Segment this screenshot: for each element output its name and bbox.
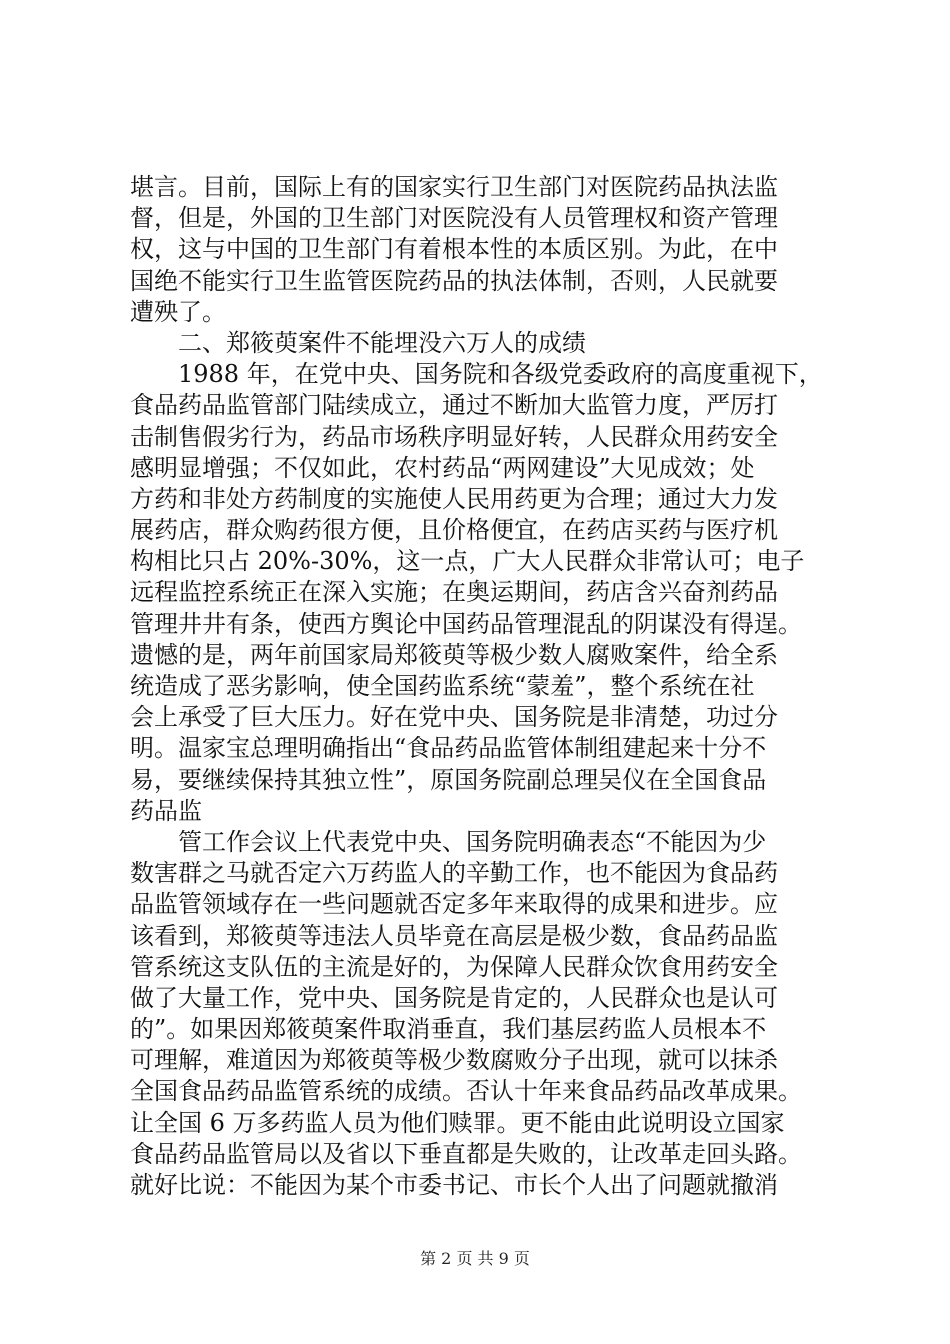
text-line: 会上承受了巨大压力。好在党中央、国务院是非清楚，功过分 <box>130 703 778 732</box>
text-line: 可理解，难道因为郑筱萸等极少数腐败分子出现，就可以抹杀 <box>130 1046 778 1075</box>
text-line: 品监管领域存在一些问题就否定多年来取得的成果和进步。应 <box>130 890 778 919</box>
text-line: 让全国 6 万多药监人员为他们赎罪。更不能由此说明设立国家 <box>130 1108 785 1137</box>
text-line: 感明显增强；不仅如此，农村药品“两网建设”大见成效；处 <box>130 453 755 482</box>
text-line: 击制售假劣行为，药品市场秩序明显好转，人民群众用药安全 <box>130 422 778 451</box>
text-line: 遭殃了。 <box>130 297 226 326</box>
text-line: 管理井井有条，使西方舆论中国药品管理混乱的阴谋没有得逞。 <box>130 609 802 638</box>
text-line: 权，这与中国的卫生部门有着根本性的本质区别。为此，在中 <box>130 235 778 264</box>
text-line: 管工作会议上代表党中央、国务院明确表态“不能因为少 <box>178 827 767 856</box>
text-line: 1988 年，在党中央、国务院和各级党委政府的高度重视下， <box>178 360 823 389</box>
page-footer: 第 2 页 共 9 页 <box>420 1249 530 1268</box>
text-line: 易，要继续保持其独立性”，原国务院副总理吴仪在全国食品 <box>130 765 767 794</box>
text-line: 做了大量工作，党中央、国务院是肯定的，人民群众也是认可 <box>130 983 778 1012</box>
text-line: 遗憾的是，两年前国家局郑筱萸等极少数人腐败案件，给全系 <box>130 640 778 669</box>
text-line: 全国食品药品监管系统的成绩。否认十年来食品药品改革成果。 <box>130 1077 802 1106</box>
text-line: 展药店，群众购药很方便，且价格便宜，在药店买药与医疗机 <box>130 516 778 545</box>
text-line: 构相比只占 20%-30%，这一点，广大人民群众非常认可；电子 <box>130 547 805 576</box>
text-line: 明。温家宝总理明确指出“食品药品监管体制组建起来十分不 <box>130 734 767 763</box>
text-line: 国绝不能实行卫生监管医院药品的执法体制，否则，人民就要 <box>130 266 778 295</box>
text-line: 方药和非处方药制度的实施使人民用药更为合理；通过大力发 <box>130 484 778 513</box>
text-line: 远程监控系统正在深入实施；在奥运期间，药店含兴奋剂药品 <box>130 578 778 607</box>
text-line: 堪言。目前，国际上有的国家实行卫生部门对医院药品执法监 <box>130 173 778 201</box>
text-line: 数害群之马就否定六万药监人的辛勤工作，也不能因为食品药 <box>130 859 778 888</box>
text-line: 药品监 <box>130 796 202 825</box>
text-line: 就好比说：不能因为某个市委书记、市长个人出了问题就撤消 <box>130 1171 778 1199</box>
text-line: 食品药品监管部门陆续成立，通过不断加大监管力度，严厉打 <box>130 391 778 420</box>
body-text <box>130 172 830 1201</box>
text-line: 二、郑筱萸案件不能埋没六万人的成绩 <box>178 328 586 357</box>
text-line: 的”。如果因郑筱萸案件取消垂直，我们基层药监人员根本不 <box>130 1015 767 1044</box>
text-line: 食品药品监管局以及省以下垂直都是失败的，让改革走回头路。 <box>130 1139 802 1168</box>
text-line: 管系统这支队伍的主流是好的，为保障人民群众饮食用药安全 <box>130 952 778 981</box>
text-line: 该看到，郑筱萸等违法人员毕竟在高层是极少数，食品药品监 <box>130 921 778 950</box>
text-line: 督，但是，外国的卫生部门对医院没有人员管理权和资产管理 <box>130 204 778 233</box>
text-line: 统造成了恶劣影响，使全国药监系统“蒙羞”，整个系统在社 <box>130 672 755 700</box>
